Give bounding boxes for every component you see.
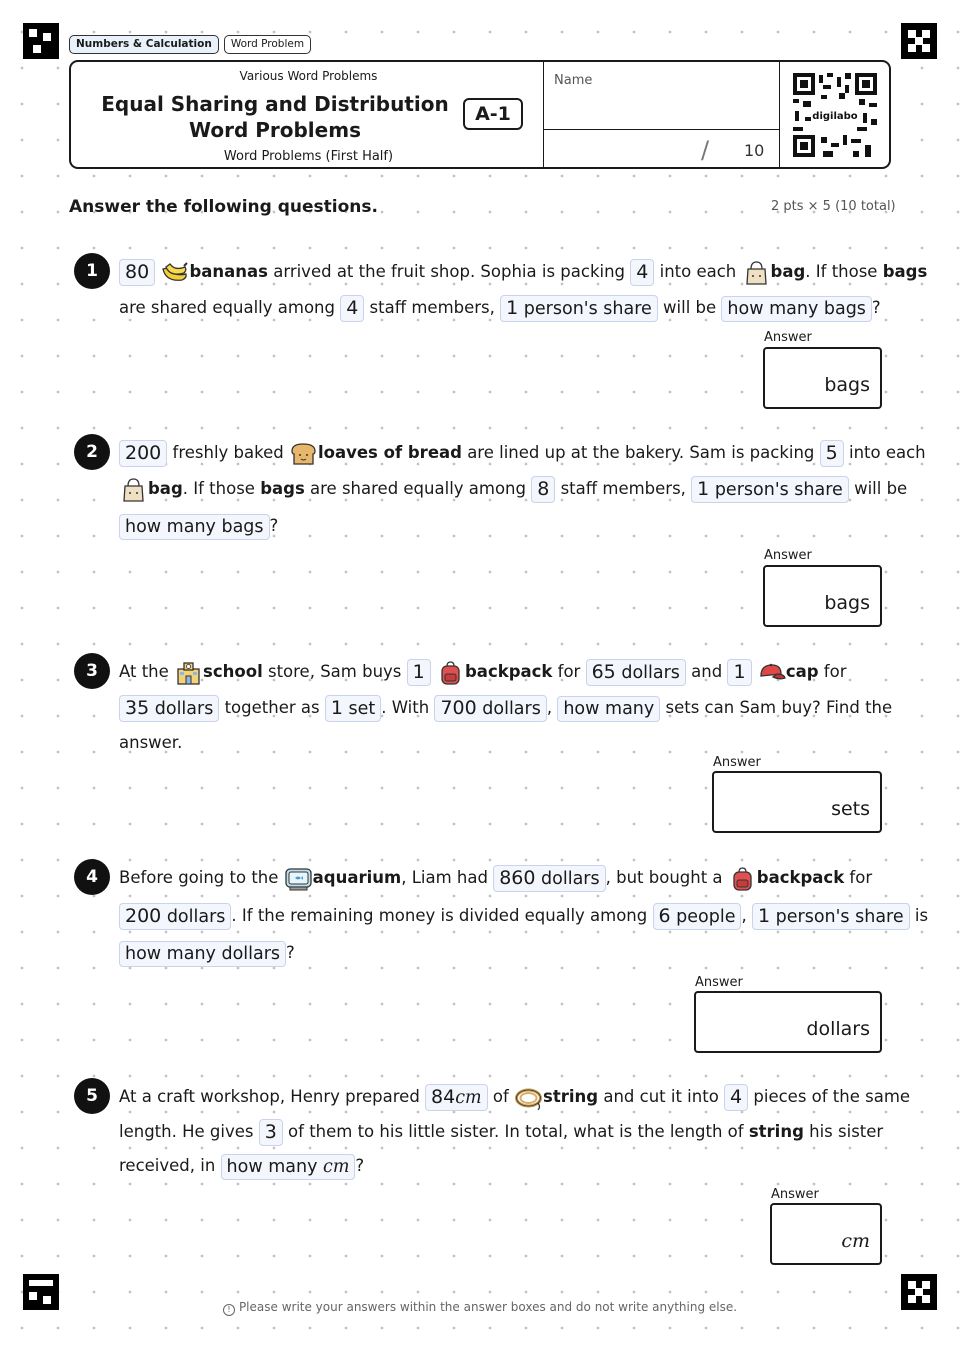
- question-number-3: 3: [74, 653, 110, 689]
- banana-icon: [160, 260, 189, 286]
- bag-icon: [742, 260, 771, 286]
- value-box: 65 dollars: [586, 659, 686, 686]
- item-string: string: [543, 1087, 599, 1106]
- footer-text: Please write your answers within the answer boxes and do not write anything else.: [238, 1300, 738, 1314]
- item-cap: cap: [785, 662, 819, 681]
- value-box: 6 people: [653, 903, 742, 930]
- value-box: 8: [531, 476, 555, 503]
- name-section: [544, 62, 780, 167]
- question-number-5: 5: [74, 1078, 110, 1114]
- worksheet-code: A-1: [463, 98, 523, 130]
- info-icon: !: [223, 1304, 235, 1316]
- tag-row: [69, 35, 311, 54]
- q5-line-2: length. He gives 3 of them to his little sister. In total, what is the length of string his sister: [119, 1116, 883, 1148]
- q5-line-1: At a craft workshop, Henry prepared 84cm of string and cut it into 4 pieces of the same: [119, 1081, 910, 1113]
- answer-label: Answer: [713, 755, 761, 770]
- item-bag: bag: [148, 479, 183, 498]
- qr-code-icon: [793, 73, 877, 157]
- q4-line-1: Before going to the aquarium, Liam had 860 dollars , but bought a backpack for: [119, 862, 872, 894]
- value-box: 80: [119, 259, 155, 286]
- backpack-icon: [728, 866, 757, 892]
- value-box: 200: [119, 440, 167, 467]
- q2-line-1: 200 freshly baked loaves of bread are lined up at the bakery. Sam is packing 5 into each: [119, 437, 926, 469]
- score-total: 10: [744, 141, 765, 160]
- question-number-1: 1: [74, 253, 110, 289]
- corner-marker-top-right: [901, 23, 937, 59]
- answer-box-5[interactable]: [770, 1203, 882, 1265]
- value-box: 1: [727, 659, 751, 686]
- points-info: 2 pts × 5 (10 total): [771, 199, 896, 214]
- item-backpack: backpack: [465, 662, 553, 681]
- question-box: how many bags: [119, 514, 270, 540]
- answer-unit: dollars: [806, 1018, 870, 1040]
- value-box: 700 dollars: [434, 695, 546, 722]
- qr-label: digilabo: [812, 111, 858, 122]
- answer-label: Answer: [771, 1187, 819, 1202]
- q3-line-2: 35 dollars together as 1 set . With 700 dollars , how many sets can Sam buy? Find the: [119, 692, 892, 724]
- instructions: Answer the following questions.: [69, 197, 378, 217]
- answer-unit: sets: [831, 798, 870, 820]
- item-aquarium: aquarium: [312, 868, 402, 887]
- bread-icon: [289, 441, 318, 467]
- cap-icon: [757, 660, 786, 686]
- title-line-2: Word Problems: [189, 118, 361, 142]
- value-box: 3: [259, 1119, 283, 1146]
- value-box: 84cm: [425, 1084, 488, 1111]
- q1-line-2: are shared equally among 4 staff members, 1 person's share will be how many bags ?: [119, 292, 881, 324]
- item-school: school: [203, 662, 263, 681]
- series-label: Various Word Problems: [239, 69, 378, 83]
- aquarium-icon: [284, 866, 313, 892]
- item-bananas: bananas: [189, 262, 268, 281]
- title-line-1: Equal Sharing and Distribution: [101, 92, 449, 116]
- value-box: 4: [340, 295, 364, 322]
- item-bread: loaves of bread: [317, 443, 462, 462]
- category-tag: Numbers & Calculation: [69, 35, 219, 54]
- answer-box-2[interactable]: [763, 565, 882, 627]
- answer-unit: bags: [824, 374, 870, 396]
- question-number-4: 4: [74, 859, 110, 895]
- question-box: how many: [557, 696, 660, 722]
- item-backpack: backpack: [756, 868, 845, 887]
- corner-marker-top-left: [23, 23, 59, 59]
- q1-line-1: 80 bananas arrived at the fruit shop. Sophia is packing 4 into each bag. If those bags: [119, 256, 927, 288]
- answer-box-4[interactable]: [694, 991, 882, 1053]
- value-box: 4: [724, 1084, 748, 1111]
- school-icon: [174, 660, 203, 686]
- score-slash: /: [701, 136, 710, 164]
- bag-icon: [119, 477, 148, 503]
- worksheet-title: [85, 91, 465, 143]
- type-tag: Word Problem: [224, 35, 311, 54]
- title-section: [71, 62, 544, 167]
- question-box: how many cm: [221, 1154, 356, 1180]
- question-box: how many bags: [721, 296, 872, 322]
- answer-label: Answer: [695, 975, 743, 990]
- question-number-2: 2: [74, 434, 110, 470]
- value-box: 860 dollars: [493, 865, 605, 892]
- q2-line-3: how many bags ?: [119, 510, 278, 542]
- q2-line-2: bag. If those bags are shared equally among 8 staff members, 1 person's share will be: [119, 473, 907, 505]
- q5-line-3: received, in how many cm ?: [119, 1150, 364, 1182]
- answer-box-3[interactable]: [712, 771, 882, 833]
- value-box: 35 dollars: [119, 695, 219, 722]
- value-box: 200 dollars: [119, 903, 231, 930]
- backpack-icon: [436, 660, 465, 686]
- answer-label: Answer: [764, 548, 812, 563]
- worksheet-header: [69, 60, 891, 169]
- q4-line-2: 200 dollars . If the remaining money is divided equally among 6 people , 1 person's share is: [119, 900, 928, 932]
- item-bag: bag: [770, 262, 806, 281]
- value-box: 1 person's share: [500, 295, 658, 322]
- value-box: 1 person's share: [691, 476, 849, 503]
- value-box: 4: [630, 259, 654, 286]
- question-box: how many dollars: [119, 941, 286, 967]
- qr-section: [780, 62, 889, 167]
- q3-line-1: At the school store, Sam buys 1 backpack for 65 dollars and 1 cap for: [119, 656, 846, 688]
- worksheet-subtitle: Word Problems (First Half): [223, 149, 394, 164]
- score-field: [544, 129, 779, 169]
- value-box: 1 person's share: [752, 903, 910, 930]
- answer-unit: cm: [841, 1230, 870, 1252]
- q3-line-3: answer.: [119, 733, 183, 752]
- footer-note: [0, 1300, 960, 1316]
- name-label: Name: [554, 73, 593, 88]
- string-icon: [514, 1085, 543, 1111]
- answer-box-1[interactable]: [763, 347, 882, 409]
- q4-line-3: how many dollars ?: [119, 937, 295, 969]
- value-box: 1: [407, 659, 431, 686]
- answer-unit: bags: [824, 592, 870, 614]
- value-box: 5: [820, 440, 844, 467]
- value-box: 1 set: [325, 695, 381, 722]
- answer-label: Answer: [764, 330, 812, 345]
